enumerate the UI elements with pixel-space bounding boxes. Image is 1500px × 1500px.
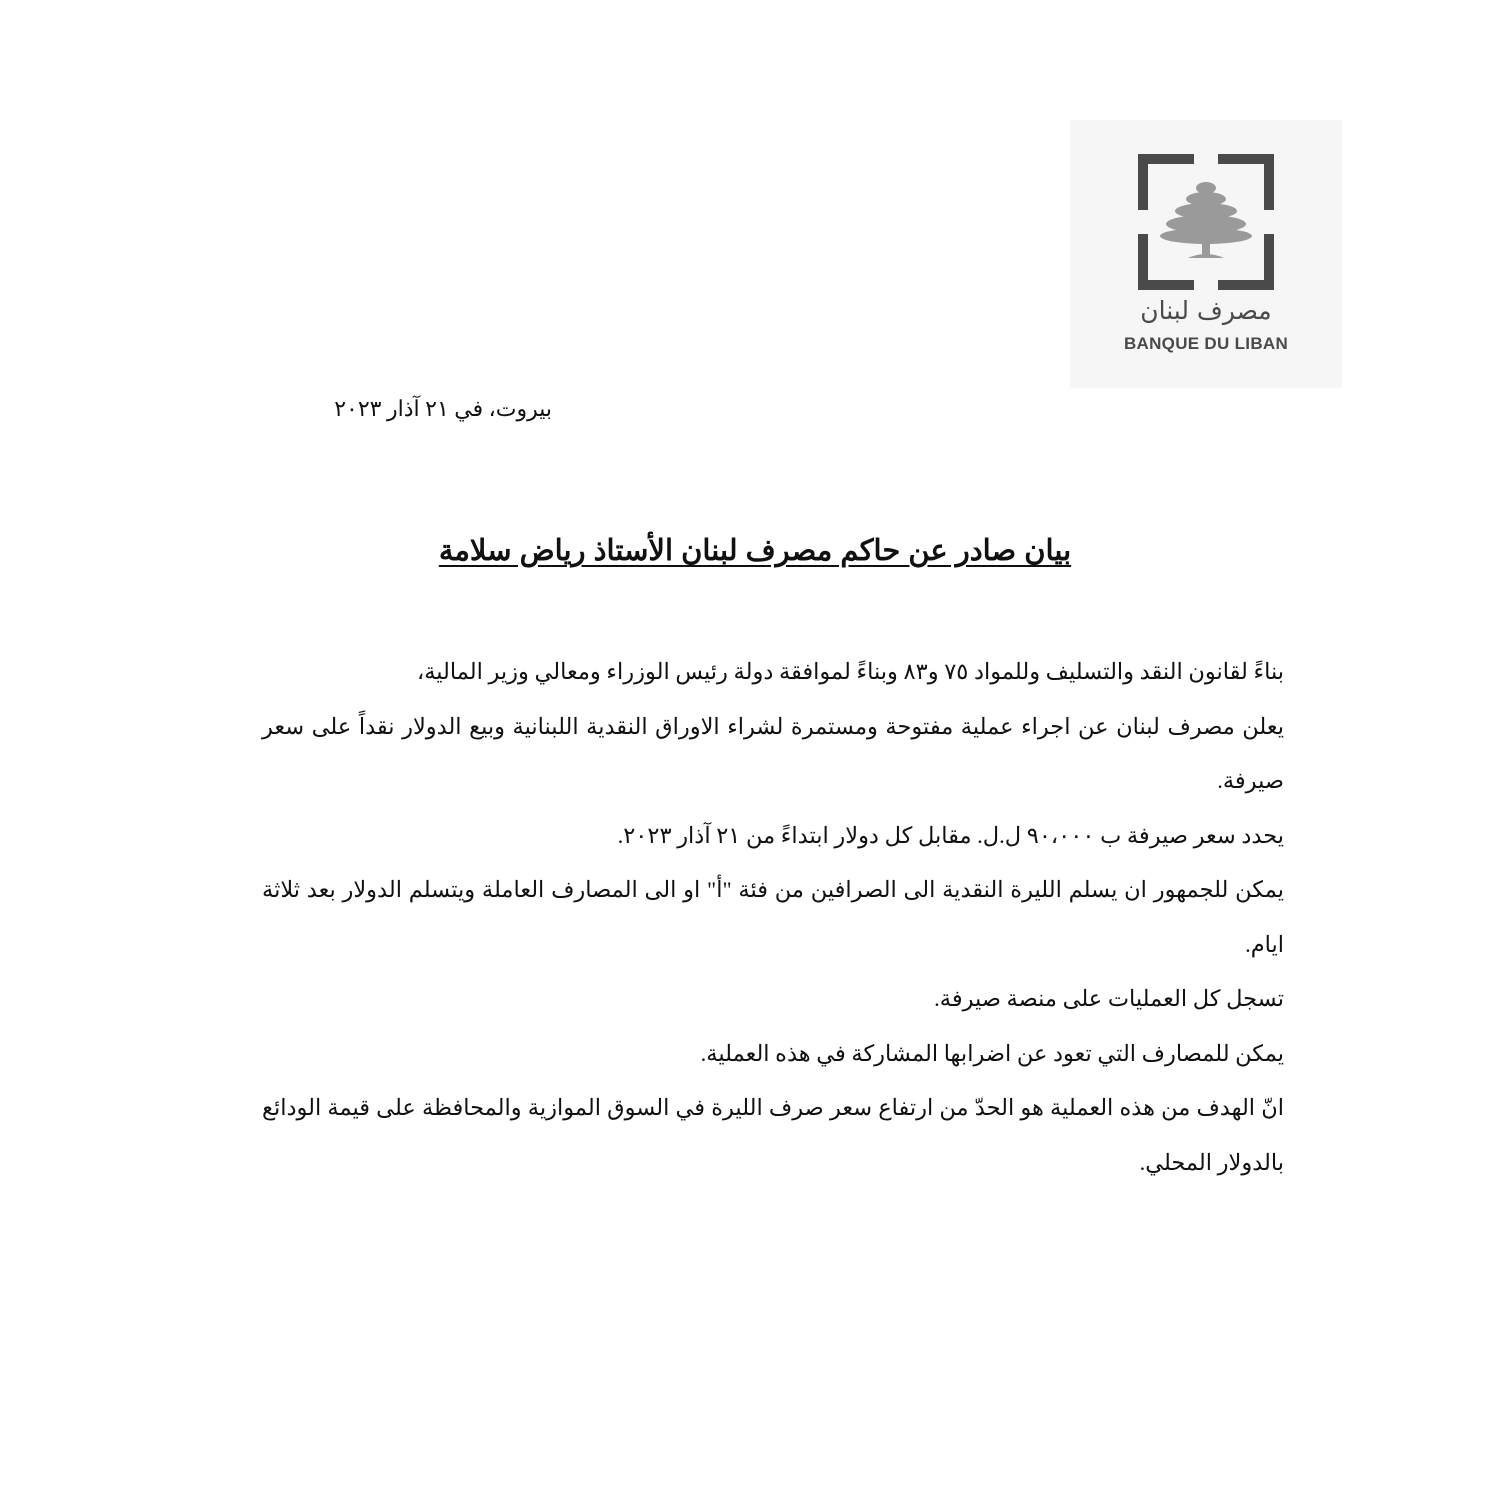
body-paragraph: بناءً لقانون النقد والتسليف وللمواد ٧٥ و٨٣ وبناءً لموافقة دولة رئيس الوزراء ومعالي وزير المالية، [416,659,1284,684]
body-paragraph: يحدد سعر صيرفة ب ٩٠،٠٠٠ ل.ل. مقابل كل دولار ابتداءً من ٢١ آذار ٢٠٢٣. [617,822,1284,848]
statement-title: بيان صادر عن حاكم مصرف لبنان الأستاذ رياض سلامة [438,535,1072,567]
letterhead-logo [1070,120,1342,388]
date-line: بيروت، في ٢١ آذار ٢٠٢٣ [334,396,552,421]
bank-name-latin: BANQUE DU LIBAN [1123,334,1289,353]
body-paragraph: تسجل كل العمليات على منصة صيرفة. [934,986,1284,1011]
cedar-frame-icon [1138,154,1274,290]
body-paragraph: يمكن للجمهور ان يسلم الليرة النقدية الى الصرافين من فئة "أ" او الى المصارف العاملة ويتسلم الدولار بعد ثلاثة ايام. [262,877,1284,957]
body-paragraph: انّ الهدف من هذه العملية هو الحدّ من ارتفاع سعر صرف الليرة في السوق الموازية والمحافظة على قيمة الودائع بالدولار المحلي. [262,1095,1284,1175]
bank-name-arabic: مصرف لبنان [1140,296,1272,325]
body-paragraph: يمكن للمصارف التي تعود عن اضرابها المشاركة في هذه العملية. [700,1040,1284,1066]
statement-body [262,645,1284,1190]
body-paragraph: يعلن مصرف لبنان عن اجراء عملية مفتوحة ومستمرة لشراء الاوراق النقدية اللبنانية وبيع الدولار نقداً على سعر صيرفة. [262,713,1284,793]
